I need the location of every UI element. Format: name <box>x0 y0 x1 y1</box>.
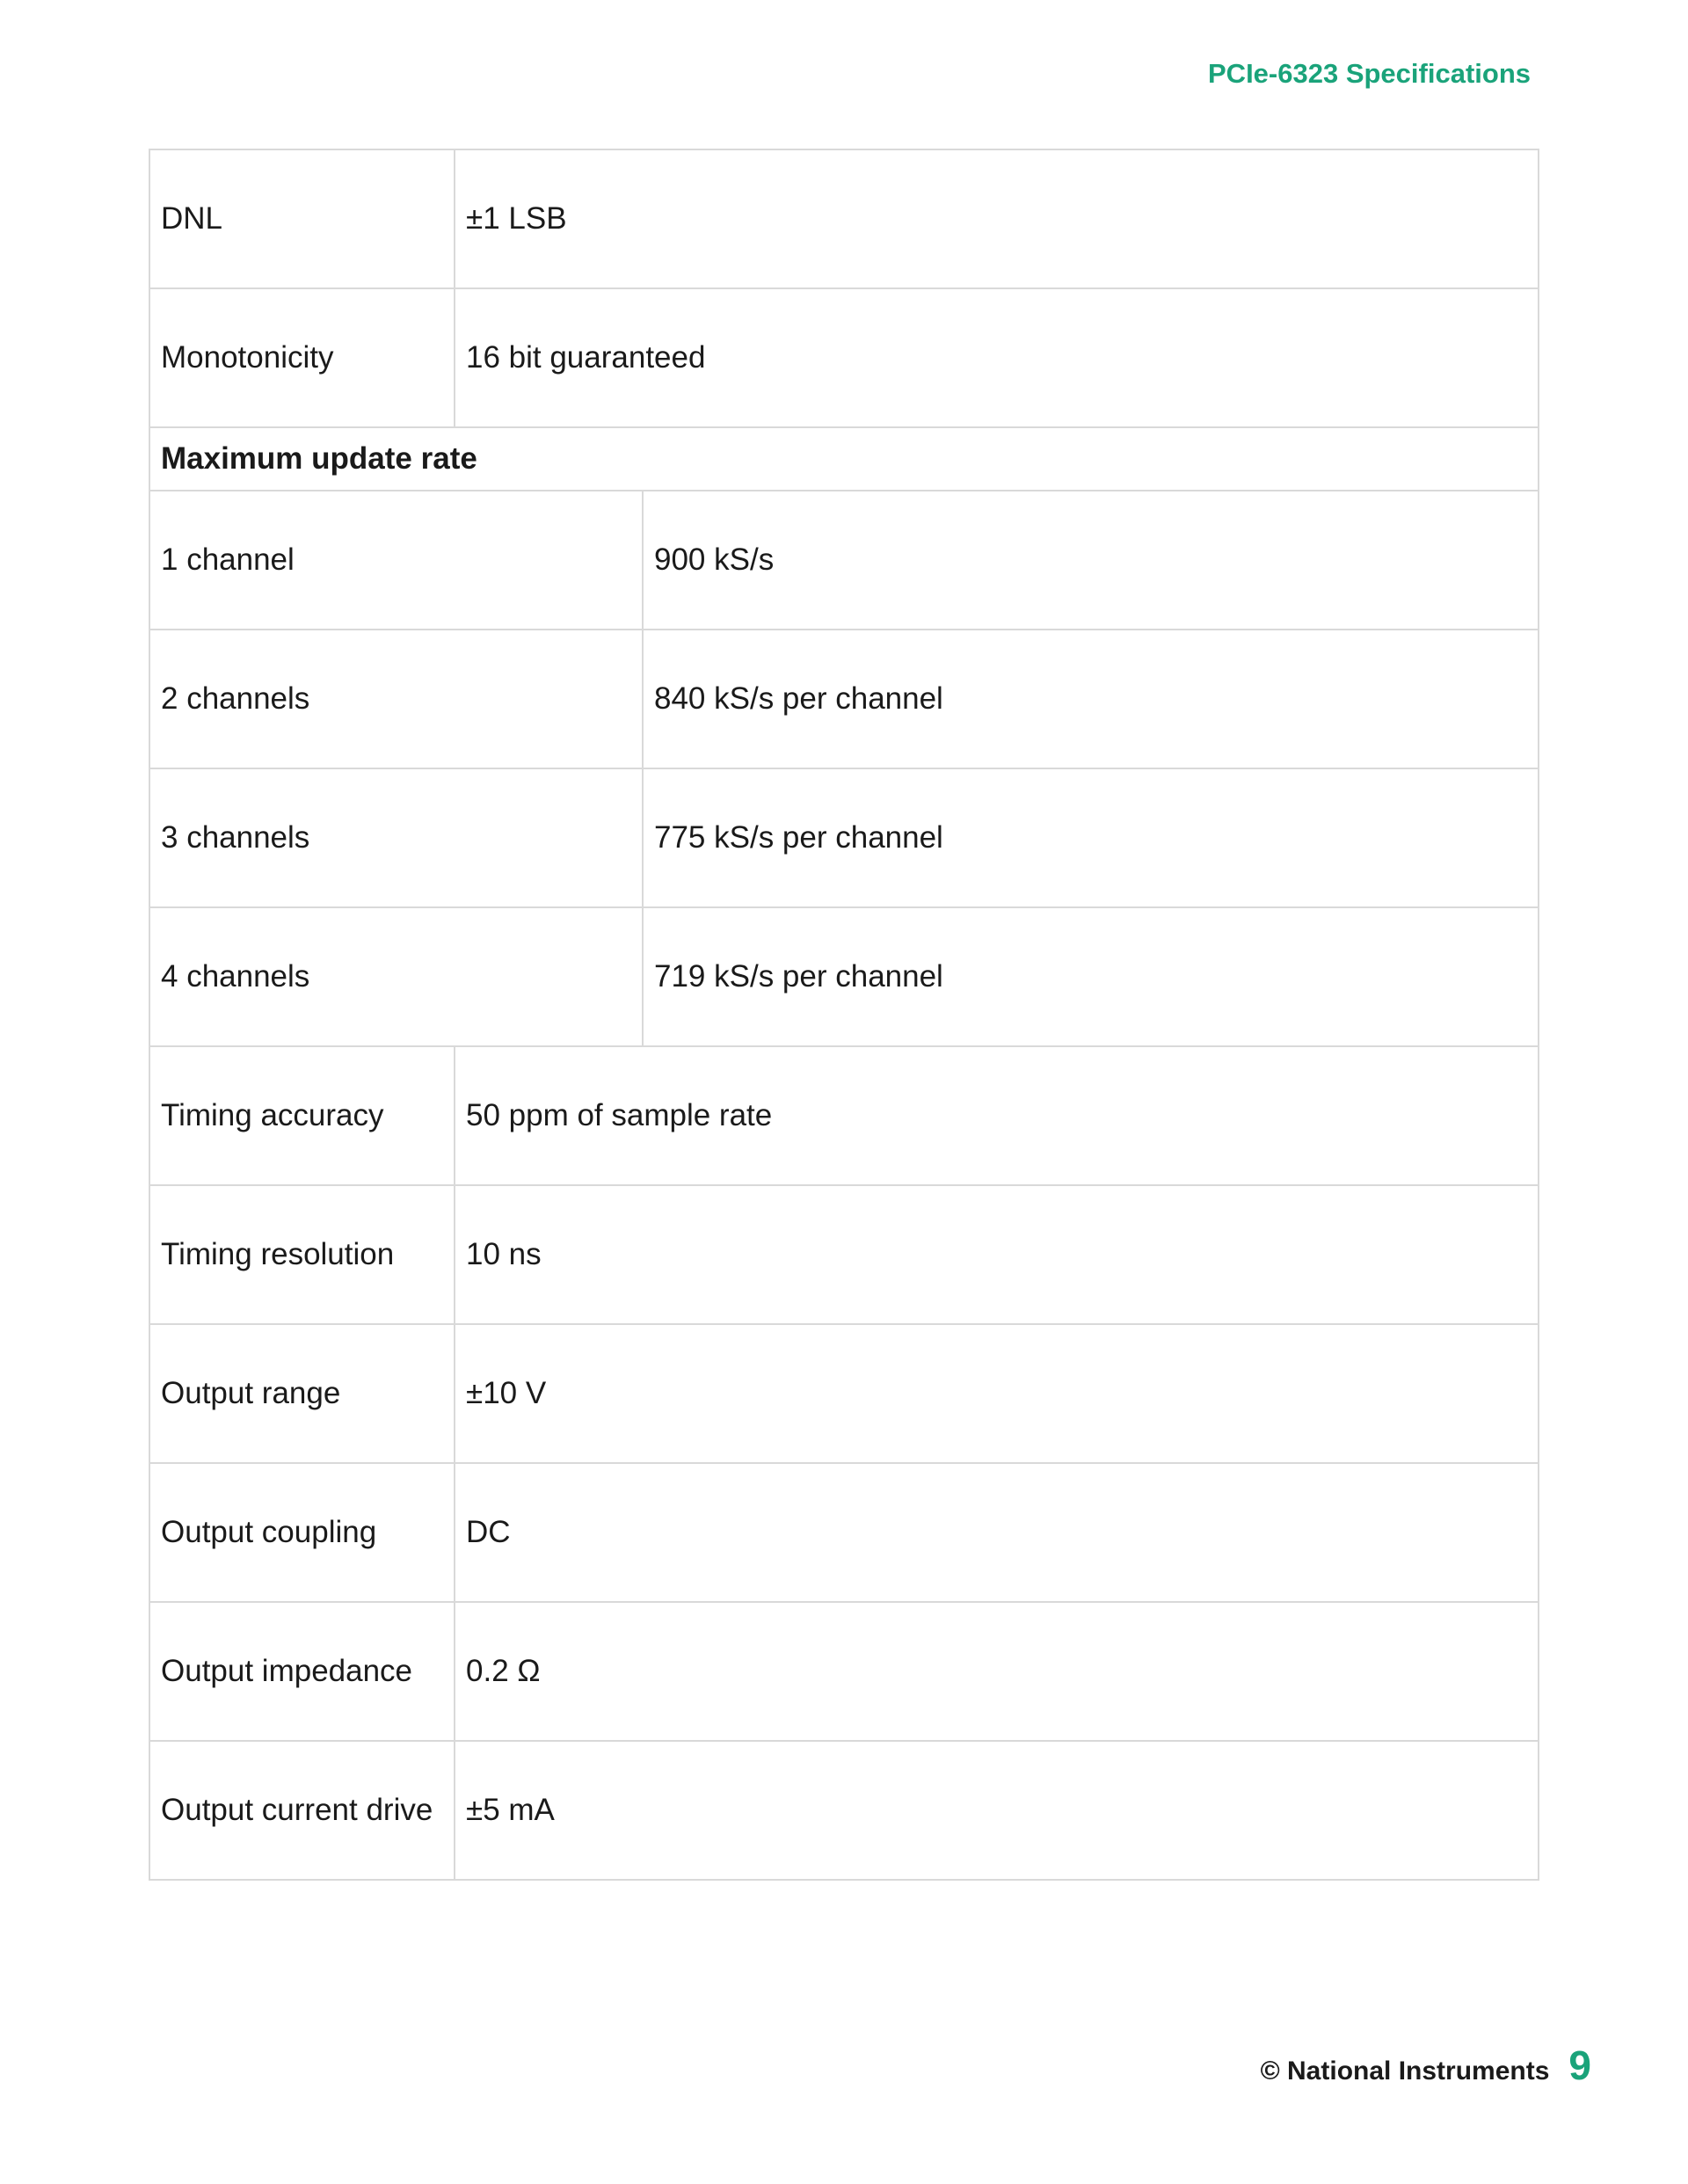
spec-label: 1 channel <box>149 491 643 630</box>
table-row <box>149 288 1539 427</box>
table-row <box>149 907 1539 1046</box>
copyright-text: © National Instruments <box>1260 2057 1550 2086</box>
spec-value: ±5 mA <box>455 1741 1539 1880</box>
spec-value: 16 bit guaranteed <box>455 288 1539 427</box>
table-row <box>149 1741 1539 1880</box>
spec-label: Output coupling <box>149 1463 455 1602</box>
spec-value: 50 ppm of sample rate <box>455 1046 1539 1185</box>
page-number: 9 <box>1568 2042 1591 2088</box>
table-row <box>149 149 1539 288</box>
table-row <box>149 768 1539 907</box>
page-header-title: PCIe-6323 Specifications <box>1208 58 1531 89</box>
table-row <box>149 630 1539 768</box>
spec-label: 2 channels <box>149 630 643 768</box>
table-row <box>149 491 1539 630</box>
table-row <box>149 1463 1539 1602</box>
spec-value: 840 kS/s per channel <box>643 630 1539 768</box>
table-row <box>149 1324 1539 1463</box>
spec-label: Timing accuracy <box>149 1046 455 1185</box>
table-row <box>149 1185 1539 1324</box>
section-title: Maximum update rate <box>149 427 1539 491</box>
spec-value: 10 ns <box>455 1185 1539 1324</box>
spec-label: Output impedance <box>149 1602 455 1741</box>
spec-value: DC <box>455 1463 1539 1602</box>
page-footer <box>1261 2042 1591 2089</box>
section-header-row <box>149 427 1539 491</box>
spec-value: 775 kS/s per channel <box>643 768 1539 907</box>
spec-label: Timing resolution <box>149 1185 455 1324</box>
spec-label: Output range <box>149 1324 455 1463</box>
spec-label: Monotonicity <box>149 288 455 427</box>
spec-label: Output current drive <box>149 1741 455 1880</box>
spec-value: 900 kS/s <box>643 491 1539 630</box>
spec-value: ±1 LSB <box>455 149 1539 288</box>
spec-label: 4 channels <box>149 907 643 1046</box>
spec-label: DNL <box>149 149 455 288</box>
table-row <box>149 1602 1539 1741</box>
spec-value: ±10 V <box>455 1324 1539 1463</box>
spec-table <box>149 149 1539 1881</box>
spec-label: 3 channels <box>149 768 643 907</box>
spec-value: 0.2 Ω <box>455 1602 1539 1741</box>
spec-value: 719 kS/s per channel <box>643 907 1539 1046</box>
table-row <box>149 1046 1539 1185</box>
